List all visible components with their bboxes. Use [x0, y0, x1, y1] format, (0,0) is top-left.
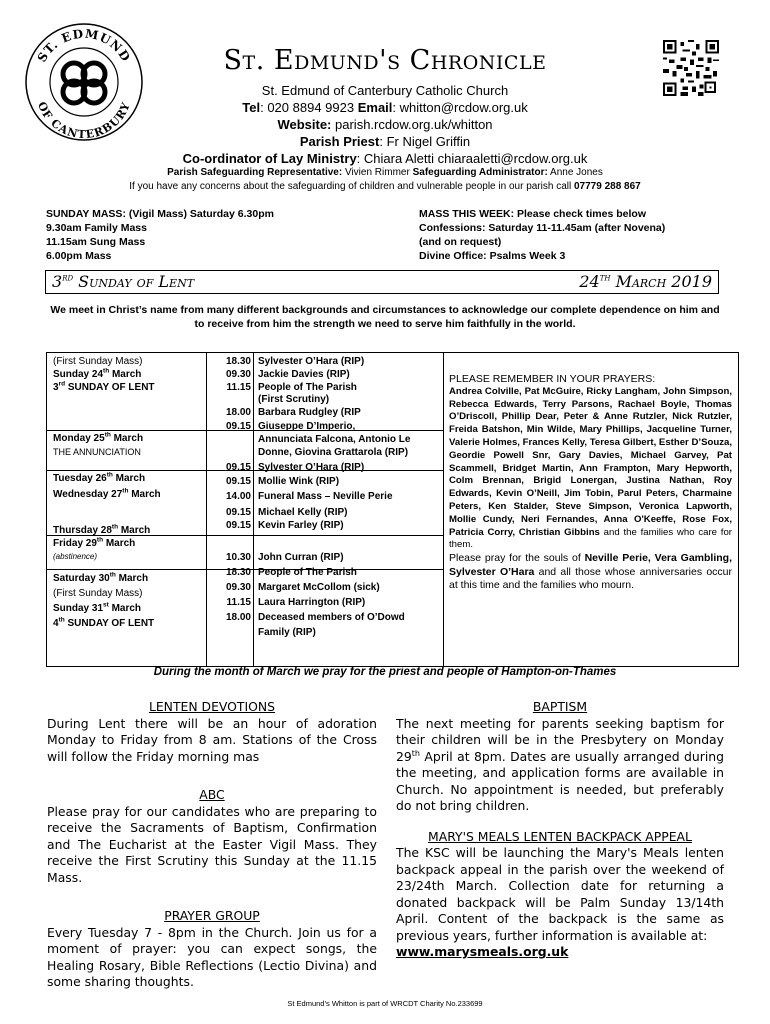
schedule-intention: Sylvester O’Hara (RIP) — [258, 356, 365, 367]
prayer-souls-tail: and all those whose anniversaries occur at this time and the families who mourn. — [449, 565, 732, 592]
schedule-day-weekend — [53, 573, 203, 633]
sunday-mass-line: 6.00pm Mass — [46, 250, 112, 262]
mass-week-block — [419, 207, 665, 263]
baptism-sup: th — [411, 748, 421, 758]
banner-date — [579, 272, 712, 291]
sunday-mass-line: 11.15am Sung Mass — [46, 236, 146, 248]
coordinator-line: Co-ordinator of Lay Ministry: Chiara Aletti chiaraaletti@rcdow.org.uk — [182, 151, 588, 166]
baptism-text — [396, 716, 724, 815]
logo-bottom-text: OF CANTERBURY — [34, 99, 133, 142]
schedule-intention: Michael Kelly (RIP) — [258, 507, 348, 519]
schedule-intention: Kevin Farley (RIP) — [258, 520, 344, 532]
schedule-time: 09.15 — [225, 476, 251, 488]
church-name: St. Edmund of Canterbury Catholic Church — [261, 83, 509, 98]
schedule-day: Wednesday 27th March — [53, 487, 161, 500]
schedule-time: 18.30 — [225, 356, 251, 367]
mass-week-line: Divine Office: Psalms Week 3 — [419, 250, 566, 262]
schedule-time: 09.15 — [225, 520, 251, 532]
prayer-names-tail: and the families who care for them. — [449, 526, 732, 551]
schedule-intention: Annunciata Falcona, Antonio Le — [258, 433, 411, 445]
schedule-intention: Deceased members of O’Dowd — [258, 612, 405, 624]
sunday-banner — [45, 270, 719, 294]
prayer-souls-intro: Please pray for the souls of — [449, 552, 585, 565]
schedule-day: Tuesday 26th March — [53, 471, 146, 484]
safeguarding-line — [0, 166, 770, 180]
abc-text: Please pray for our candidates who are preparing to receive the Sacraments of Baptism, Confirmation and The Eucharist at the Easter Vigil Mass. They receive the First Scrutiny this Sunday at the 11.15 Mass. — [47, 803, 377, 885]
schedule-intention: Sylvester O’Hara (RIP) — [258, 462, 365, 474]
mass-week-line: (and on request) — [419, 236, 502, 248]
mass-week-line: Confessions: Saturday 11-11.45am (after Novena) — [419, 222, 666, 234]
sunday-mass-block — [46, 207, 274, 263]
schedule-intention: Mollie Wink (RIP) — [258, 476, 340, 488]
schedule-day: 4th SUNDAY OF LENT — [53, 616, 155, 629]
baptism-title: BAPTISM — [532, 699, 588, 714]
schedule-day: (First Sunday Mass) — [53, 356, 143, 367]
banner-date-num: 24 — [579, 272, 600, 291]
baptism-text-a: The next meeting for parents seeking baptism for their children will be in the Presbytery on Monday 29 — [396, 715, 724, 764]
prayer-souls-names: Neville Perie, Vera Gambling, Sylvester O’Hara — [449, 552, 732, 578]
schedule-intention: Giuseppe D’Imperio, — [258, 420, 356, 432]
schedule-intention: John Curran (RIP) — [258, 552, 344, 564]
website-line — [0, 116, 770, 133]
month-intention: During the month of March we pray for the priest and people of Hampton-on-Thames — [153, 666, 617, 678]
schedule-intention: Funeral Mass – Neville Perie — [258, 491, 393, 503]
concerns-line — [0, 180, 770, 194]
tel-label: Tel — [242, 100, 261, 115]
footer-charity: St Edmund’s Whitton is part of WRCDT Charity No.233699 — [287, 999, 483, 1008]
left-column — [47, 699, 377, 991]
schedule-time: 09.15 — [225, 507, 251, 519]
schedule-time: 09.30 — [225, 368, 251, 380]
schedule-intention: (First Scrutiny) — [258, 394, 330, 406]
welcome-statement: We meet in Christ’s name from many different backgrounds and circumstances to acknowledge our complete dependence on him and to receive from him the strength we need to serve him faithfully in the world. — [50, 304, 720, 330]
schedule-time: 09.15 — [225, 420, 251, 432]
safeguarding-rep: Vivien Rimmer — [344, 167, 410, 178]
schedule-time: 14.00 — [225, 491, 251, 503]
safeguarding-admin-label: Safeguarding Administrator: — [412, 167, 548, 178]
banner-sunday-num: 3 — [52, 272, 63, 291]
schedule-day: Saturday 30th March — [53, 571, 149, 584]
priest-line: Parish Priest: Fr Nigel Griffin — [299, 134, 471, 149]
prayer-list-content — [449, 373, 732, 593]
safeguarding-rep-label: Parish Safeguarding Representative: — [167, 167, 343, 178]
email-label: Email — [357, 100, 393, 115]
prayer-group-text: Every Tuesday 7 - 8pm in the Church. Join us for a moment of prayer: you can expect songs, the Healing Rosary, Bible Reflections (Lectio Divina) and some sharing thoughts. — [47, 924, 377, 989]
schedule-intention: Margaret McCollom (sick) — [258, 582, 380, 594]
prayer-names — [449, 386, 732, 552]
lenten-devotions-title: LENTEN DEVOTIONS — [148, 699, 276, 714]
website-link[interactable]: parish.rcdow.org.uk/whitton — [335, 117, 493, 132]
schedule-day: Sunday 31st March — [53, 601, 142, 614]
banner-date-text: March 2019 — [610, 272, 712, 291]
priest-label: Parish Priest — [299, 134, 380, 149]
banner-sunday — [52, 272, 194, 291]
schedule-intention: Family (RIP) — [258, 627, 316, 639]
sunday-mass-line: SUNDAY MASS: (Vigil Mass) Saturday 6.30pm — [46, 208, 274, 220]
coordinator-label: Co-ordinator of Lay Ministry — [182, 151, 357, 166]
schedule-time: 11.15 — [226, 381, 251, 393]
schedule-time: 09.15 — [225, 462, 251, 474]
schedule-day: Monday 25th March — [53, 431, 144, 444]
prayer-souls — [449, 552, 732, 593]
baptism-text-b: April at 8pm. Dates are usually arranged during the meeting, and application forms are available in Church. No appointment is needed, but preferably do not bring children. — [396, 748, 724, 813]
schedule-intention: Barbara Rudgley (RIP — [258, 407, 361, 419]
schedule-intention: Laura Harrington (RIP) — [258, 597, 366, 609]
schedule-day-monday — [53, 433, 203, 459]
schedule-day: THE ANNUNCIATION — [53, 446, 141, 457]
schedule-day: (First Sunday Mass) — [53, 588, 143, 599]
schedule-time: 18.30 — [225, 567, 251, 579]
banner-date-sup: th — [599, 271, 611, 284]
schedule-day: Sunday 24th March — [53, 367, 142, 380]
schedule-day: Thursday 28th March — [53, 523, 151, 536]
marys-meals-title: MARY'S MEALS LENTEN BACKPACK APPEAL — [428, 828, 692, 844]
mass-schedule-table — [46, 352, 444, 667]
schedule-intention: People of The Parish — [258, 381, 357, 393]
priest-name: Fr Nigel Griffin — [386, 134, 471, 149]
contact-line: Tel: 020 8894 9923 Email: whitton@rcdow.org.uk — [242, 100, 528, 115]
abc-title: ABC — [199, 787, 225, 802]
logo-top-text: ST. EDMUND — [34, 26, 134, 65]
banner-sunday-sup: rd — [62, 271, 74, 284]
schedule-time: 10.30 — [225, 552, 251, 564]
coordinator-value: Chiara Aletti chiaraaletti@rcdow.org.uk — [363, 151, 588, 166]
mass-week-line: MASS THIS WEEK: Please check times below — [419, 208, 646, 220]
schedule-day-note: (abstinence) — [53, 551, 98, 561]
right-column — [396, 699, 724, 961]
lenten-devotions-text: During Lent there will be an hour of adoration Monday to Friday from 8 am. Stations of the Cross will follow the Friday morning mas — [47, 715, 377, 764]
schedule-time: 11.15 — [226, 597, 251, 609]
schedule-time: 09.30 — [225, 582, 251, 594]
safeguarding-admin: Anne Jones — [550, 167, 603, 178]
marys-meals-text: The KSC will be launching the Mary's Meals lenten backpack appeal in the parish over the weekend of 23/24th March. Collection date for returning a donated backpack will be Palm Sunday 13/14th April. Content of the backpack is the same as previous years, further information is available at: — [396, 845, 724, 943]
prayer-list-box — [442, 352, 739, 667]
sunday-mass-line: 9.30am Family Mass — [46, 222, 147, 234]
schedule-intention: Donne, Giovina Grattarola (RIP) — [258, 446, 409, 458]
website-label: Website: — [277, 117, 332, 132]
marys-meals-link[interactable]: www.marysmeals.org.uk — [396, 944, 569, 959]
tel-value: 020 8894 9923 — [267, 100, 355, 115]
concerns-phone: 07779 288 867 — [574, 181, 641, 192]
prayer-heading: PLEASE REMEMBER IN YOUR PRAYERS: — [449, 373, 656, 385]
schedule-day-column — [53, 356, 203, 394]
newsletter-title: St. Edmund's Chronicle — [223, 45, 547, 76]
schedule-intention-column — [258, 356, 442, 642]
schedule-intention: Jackie Davies (RIP) — [258, 368, 350, 380]
schedule-day-thu-fri — [53, 525, 203, 563]
schedule-time-column — [207, 356, 251, 627]
banner-sunday-text: Sunday of Lent — [73, 272, 195, 291]
schedule-day: 3rd SUNDAY OF LENT — [53, 380, 155, 393]
schedule-time: 18.00 — [225, 407, 251, 419]
concerns-text: If you have any concerns about the safeguarding of children and vulnerable people in our parish call — [129, 181, 572, 192]
schedule-day: Friday 29th March — [53, 536, 136, 549]
schedule-day-tue-wed — [53, 473, 203, 505]
prayer-group-title: PRAYER GROUP — [164, 908, 260, 923]
email-link[interactable]: whitton@rcdow.org.uk — [399, 100, 528, 115]
schedule-time: 18.00 — [225, 612, 251, 624]
schedule-intention: People of The Parish — [258, 567, 357, 579]
prayer-names-list: Andrea Colville, Pat McGuire, Ricky Langham, John Simpson, Rebecca Edwards, Terry Parsons, Rachael Boyle, Thomas O’Driscoll, Phillip Dear, Peter & Anne Rutzler, Nick Rutzler, Freida Batshon, Min Wilde, Mary Phillips, Jacqueline Turner, Valerie Holmes, Frances Kelly, Teresa Gilbert, Esther D’Souza, Geordie Powell Snr, Gary Davies, Michael Garvey, Pat Scammell, Bridget Martin, Ann Frampton, Mary Hepworth, Colm Brennan, Brigid Lonergan, Justina Nathan, Roy Edwards, Kevin O’Neill, Jim Tobin, Parul Peters, Charmaine Peters, Ken Stalder, Steve Simpson, Veronica Lapworth, Mollie Cundy, Neri Fernandes, Anna O'Keeffe, Rose Fox, Patricia Corry, Christian Gibbins — [449, 385, 732, 538]
